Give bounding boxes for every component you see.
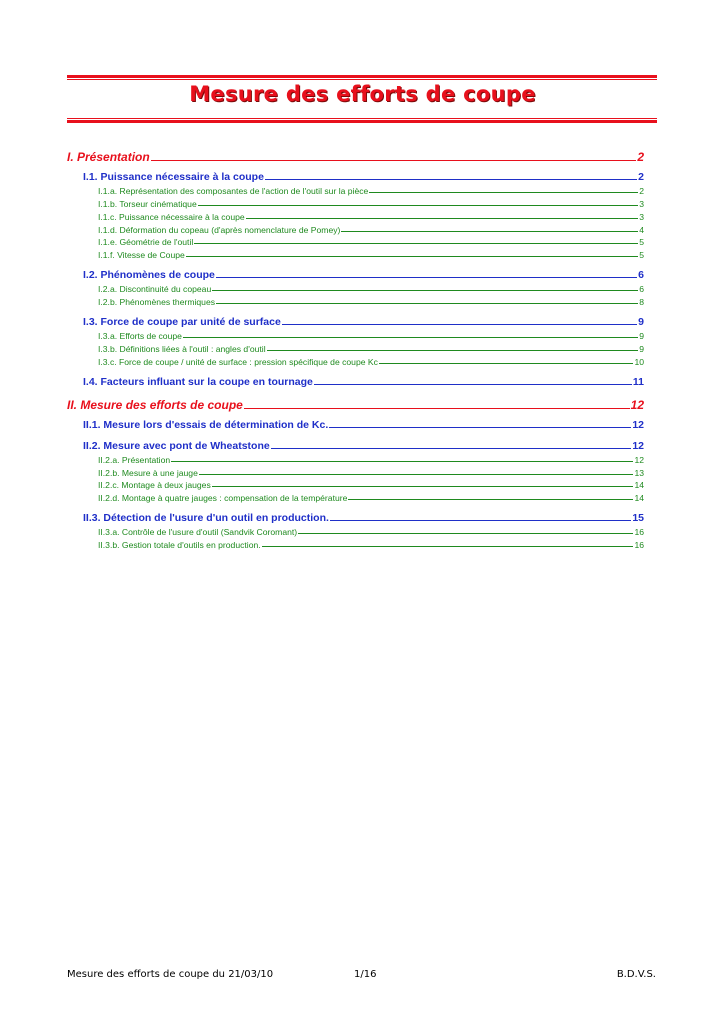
toc-entry-level-3[interactable] — [67, 328, 644, 341]
toc-entry-title: I.1. Puissance nécessaire à la coupe — [83, 171, 264, 183]
toc-entry-page-number: 3 — [639, 198, 644, 209]
toc-entry-title: II.2.d. Montage à quatre jauges : compensation de la température — [98, 493, 348, 504]
toc-entry-level-1[interactable] — [67, 394, 644, 412]
toc-leader-line — [194, 243, 638, 244]
toc-entry-level-3[interactable] — [67, 281, 644, 294]
toc-entry-page-number: 4 — [639, 224, 644, 235]
toc-entry-page-number: 6 — [639, 284, 644, 295]
toc-entry-page-number: 5 — [639, 237, 644, 248]
page-title: Mesure des efforts de coupe — [189, 82, 536, 106]
footer-page-number: 1/16 — [354, 969, 377, 980]
toc-leader-line — [171, 461, 633, 462]
toc-entry-level-3[interactable] — [67, 341, 644, 354]
toc-entry-title: I.1.d. Déformation du copeau (d'après nomenclature de Pomey) — [98, 224, 341, 235]
toc-entry-level-3[interactable] — [67, 537, 644, 550]
toc-leader-line — [216, 277, 637, 278]
toc-entry-page-number: 9 — [638, 316, 644, 329]
toc-entry-page-number: 2 — [639, 185, 644, 196]
toc-entry-title: I.1.a. Représentation des composantes de l'action de l'outil sur la pièce — [98, 185, 369, 196]
toc-entry-page-number: 10 — [634, 356, 644, 367]
footer-author: B.D.V.S. — [616, 969, 656, 980]
toc-entry-level-3[interactable] — [67, 490, 644, 503]
title-rule-top — [67, 75, 657, 78]
toc-entry-level-2[interactable] — [67, 437, 644, 452]
toc-entry-level-3[interactable] — [67, 183, 644, 196]
toc-leader-line — [267, 350, 639, 351]
toc-entry-page-number: 13 — [634, 467, 644, 478]
table-of-contents — [67, 146, 644, 550]
footer-document-title: Mesure des efforts de coupe du 21/03/10 — [67, 969, 274, 980]
title-rule-bottom-thin — [67, 118, 657, 119]
toc-entry-title: I.4. Facteurs influant sur la coupe en tournage — [83, 375, 313, 388]
toc-entry-page-number: 12 — [632, 418, 644, 431]
toc-entry-title: I.3.b. Définitions liées à l'outil : angles d'outil — [98, 343, 266, 354]
toc-leader-line — [282, 324, 637, 325]
toc-entry-level-3[interactable] — [67, 478, 644, 491]
toc-leader-line — [199, 474, 634, 475]
toc-entry-page-number: 2 — [637, 150, 644, 164]
toc-entry-level-2[interactable] — [67, 416, 644, 431]
toc-entry-title: I.2.b. Phénomènes thermiques — [98, 297, 216, 308]
toc-entry-level-2[interactable] — [67, 266, 644, 281]
toc-entry-page-number: 16 — [634, 540, 644, 551]
toc-entry-page-number: 8 — [639, 297, 644, 308]
toc-entry-title: I.3. Force de coupe par unité de surface — [83, 316, 281, 329]
toc-leader-line — [298, 533, 633, 534]
toc-entry-page-number: 3 — [639, 211, 644, 222]
toc-leader-line — [271, 448, 632, 449]
toc-entry-page-number: 6 — [638, 269, 644, 282]
toc-entry-title: I.3.c. Force de coupe / unité de surface : pression spécifique de coupe Kc — [98, 356, 378, 367]
title-rule-top-thin — [67, 79, 657, 80]
toc-entry-page-number: 15 — [632, 512, 644, 525]
toc-leader-line — [212, 486, 634, 487]
toc-entry-title: II. Mesure des efforts de coupe — [67, 397, 243, 412]
toc-leader-line — [216, 303, 638, 304]
toc-entry-level-3[interactable] — [67, 354, 644, 367]
toc-leader-line — [330, 520, 631, 521]
toc-entry-title: II.3. Détection de l'usure d'un outil en production. — [83, 512, 329, 525]
toc-entry-title: I.2. Phénomènes de coupe — [83, 269, 215, 282]
toc-leader-line — [198, 205, 638, 206]
toc-leader-line — [212, 290, 638, 291]
toc-leader-line — [348, 499, 633, 500]
toc-entry-page-number: 16 — [634, 527, 644, 538]
toc-entry-level-2[interactable] — [67, 509, 644, 524]
toc-entry-title: II.2.c. Montage à deux jauges — [98, 480, 211, 491]
toc-entry-title: I.3.a. Efforts de coupe — [98, 331, 182, 342]
toc-entry-level-1[interactable] — [67, 146, 644, 164]
toc-entry-title: II.3.a. Contrôle de l'usure d'outil (Sandvik Coromant) — [98, 527, 298, 538]
toc-entry-page-number: 9 — [639, 343, 644, 354]
toc-leader-line — [186, 256, 638, 257]
toc-entry-title: I.1.c. Puissance nécessaire à la coupe — [98, 211, 245, 222]
toc-entry-level-3[interactable] — [67, 222, 644, 235]
toc-leader-line — [314, 384, 632, 385]
toc-leader-line — [329, 427, 631, 428]
toc-leader-line — [369, 192, 638, 193]
toc-entry-page-number: 5 — [639, 250, 644, 261]
toc-entry-level-3[interactable] — [67, 196, 644, 209]
toc-entry-title: II.1. Mesure lors d'essais de détermination de Kc. — [83, 418, 329, 431]
toc-entry-page-number: 2 — [638, 171, 644, 183]
toc-entry-page-number: 14 — [634, 493, 644, 504]
toc-entry-level-3[interactable] — [67, 452, 644, 465]
toc-entry-title: I. Présentation — [67, 150, 150, 164]
toc-entry-level-2[interactable] — [67, 373, 644, 388]
toc-entry-title: II.2.b. Mesure à une jauge — [98, 467, 198, 478]
toc-entry-page-number: 12 — [630, 397, 644, 412]
toc-entry-level-3[interactable] — [67, 247, 644, 260]
toc-entry-title: I.1.f. Vitesse de Coupe — [98, 250, 185, 261]
toc-leader-line — [244, 408, 630, 409]
toc-entry-level-3[interactable] — [67, 294, 644, 307]
toc-leader-line — [151, 160, 637, 161]
toc-leader-line — [183, 337, 638, 338]
toc-leader-line — [246, 218, 639, 219]
toc-entry-page-number: 12 — [632, 439, 644, 452]
toc-entry-level-3[interactable] — [67, 209, 644, 222]
toc-entry-level-2[interactable] — [67, 168, 644, 183]
toc-entry-level-2[interactable] — [67, 313, 644, 328]
toc-entry-page-number: 9 — [639, 331, 644, 342]
toc-entry-title: II.2.a. Présentation — [98, 454, 171, 465]
toc-entry-level-3[interactable] — [67, 235, 644, 248]
toc-leader-line — [265, 179, 637, 180]
toc-entry-page-number: 12 — [634, 454, 644, 465]
toc-entry-page-number: 14 — [634, 480, 644, 491]
toc-entry-title: I.2.a. Discontinuité du copeau — [98, 284, 212, 295]
toc-leader-line — [262, 546, 634, 547]
toc-entry-title: I.1.b. Torseur cinématique — [98, 198, 197, 209]
toc-leader-line — [379, 363, 633, 364]
toc-entry-level-3[interactable] — [67, 524, 644, 537]
toc-entry-title: I.1.e. Géométrie de l'outil — [98, 237, 194, 248]
toc-entry-level-3[interactable] — [67, 465, 644, 478]
toc-entry-title: II.2. Mesure avec pont de Wheatstone — [83, 439, 270, 452]
toc-entry-title: II.3.b. Gestion totale d'outils en production. — [98, 540, 261, 551]
toc-entry-page-number: 11 — [632, 375, 644, 388]
toc-leader-line — [341, 231, 638, 232]
title-rule-bottom — [67, 120, 657, 123]
